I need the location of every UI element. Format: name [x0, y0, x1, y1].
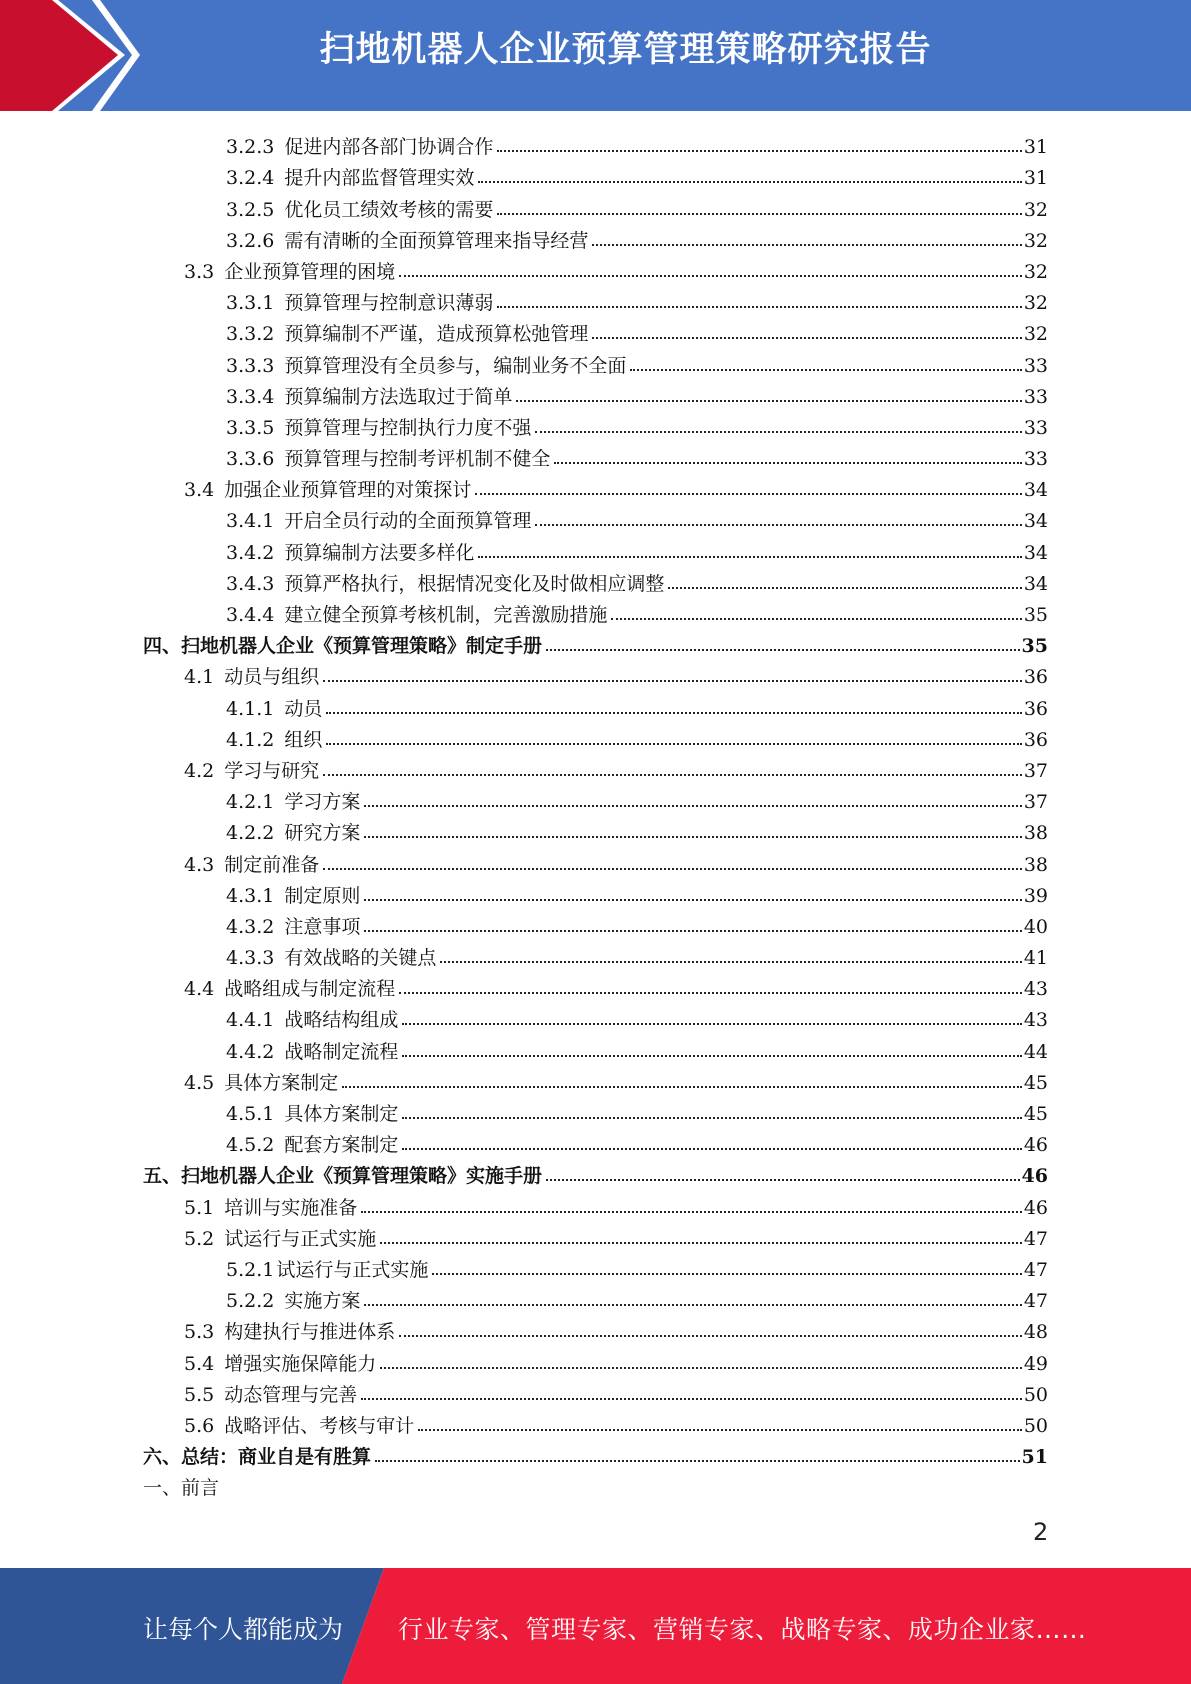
toc-entry-page: 51 [1021, 1446, 1048, 1469]
toc-entry-number: 3.2.5 [226, 198, 275, 221]
toc-entry-number: 3.3 [184, 260, 215, 283]
toc-entry[interactable] [0, 1188, 1048, 1219]
toc-entry[interactable] [0, 378, 1048, 409]
toc-entry-title: 预算管理与控制考评机制不健全 [284, 448, 551, 471]
toc-entry-title: 建立健全预算考核机制，完善激励措施 [284, 604, 608, 626]
toc-dot-leader [402, 1148, 1021, 1150]
toc-entry-page: 44 [1023, 1040, 1048, 1063]
toc-entry-title: 配套方案制定 [284, 1134, 399, 1157]
toc-entry[interactable] [0, 284, 1048, 315]
toc-entry-title: 企业预算管理的困境 [224, 260, 396, 283]
toc-entry-number: 五、 [143, 1165, 182, 1188]
toc-entry-title: 扫地机器人企业《预算管理策略》实施手册 [181, 1165, 543, 1188]
toc-dot-leader [323, 680, 1022, 682]
toc-entry[interactable] [0, 783, 1048, 814]
toc-entry-title: 预算编制方法要多样化 [284, 541, 475, 564]
toc-entry-page: 49 [1023, 1352, 1048, 1375]
toc-dot-leader [668, 587, 1021, 589]
toc-dot-leader [326, 743, 1021, 745]
toc-entry[interactable] [0, 596, 1048, 627]
toc-entry-number: 4.3.2 [226, 915, 275, 938]
toc-entry-page: 31 [1023, 136, 1048, 159]
toc-entry-page: 39 [1023, 884, 1048, 907]
toc-entry-number: 4.1 [184, 666, 215, 689]
toc-entry[interactable] [0, 565, 1048, 596]
toc-entry-page: 33 [1023, 385, 1048, 408]
toc-entry[interactable] [0, 128, 1048, 159]
toc-entry-number: 5.2 [184, 1227, 215, 1250]
toc-entry[interactable] [0, 1313, 1048, 1344]
toc-dot-leader [364, 899, 1021, 901]
toc-dot-leader [380, 1367, 1022, 1369]
toc-entry[interactable] [0, 1407, 1048, 1438]
toc-entry-page: 34 [1023, 541, 1048, 564]
toc-entry-number: 3.3.4 [226, 385, 275, 408]
toc-entry-page: 40 [1023, 915, 1048, 938]
toc-dot-leader [402, 1055, 1021, 1057]
toc-entry[interactable] [0, 159, 1048, 190]
toc-dot-leader [361, 1211, 1022, 1213]
toc-entry[interactable] [0, 1251, 1048, 1282]
toc-dot-leader [342, 1086, 1022, 1088]
toc-entry-title: 扫地机器人企业《预算管理策略》制定手册 [181, 635, 543, 658]
toc-entry[interactable] [0, 877, 1048, 908]
toc-entry-page: 37 [1023, 791, 1048, 814]
toc-dot-leader [402, 1117, 1021, 1119]
toc-entry[interactable] [0, 1220, 1048, 1251]
toc-entry[interactable] [0, 627, 1048, 658]
toc-entry-page: 32 [1023, 292, 1048, 315]
toc-entry[interactable] [0, 908, 1048, 939]
toc-entry-number: 4.5.2 [226, 1134, 275, 1157]
toc-entry-title: 促进内部各部门协调合作 [284, 136, 494, 159]
toc-entry-title: 培训与实施准备 [224, 1196, 358, 1219]
toc-dot-leader [516, 400, 1021, 402]
toc-entry-number: 4.3 [184, 853, 215, 876]
toc-entry-number: 六、 [143, 1446, 182, 1469]
toc-entry-number: 3.4.4 [226, 604, 275, 626]
toc-entry-page: 35 [1021, 635, 1048, 658]
toc-entry-page: 46 [1021, 1165, 1048, 1188]
toc-entry[interactable] [0, 721, 1048, 752]
toc-entry[interactable] [0, 533, 1048, 564]
toc-entry[interactable] [0, 502, 1048, 533]
toc-entry-number: 3.2.3 [226, 136, 275, 159]
toc-entry-title: 动员与组织 [224, 666, 320, 689]
toc-entry-page: 36 [1023, 666, 1048, 689]
toc-entry-page: 41 [1023, 947, 1048, 970]
toc-dot-leader [497, 213, 1021, 215]
toc-entry[interactable] [0, 1032, 1048, 1063]
toc-entry-title: 具体方案制定 [284, 1103, 399, 1125]
toc-entry-page: 43 [1023, 978, 1048, 1001]
toc-entry[interactable] [0, 1095, 1048, 1126]
toc-entry[interactable] [0, 346, 1048, 377]
toc-entry-title: 提升内部监督管理实效 [284, 167, 475, 190]
footer-slogan-left: 让每个人都能成为 [143, 1615, 344, 1644]
toc-dot-leader [323, 868, 1022, 870]
toc-entry-title: 增强实施保障能力 [224, 1352, 377, 1375]
toc-entry-number: 3.2.6 [226, 229, 275, 252]
toc-dot-leader [478, 556, 1021, 558]
toc-entry[interactable] [0, 222, 1048, 253]
toc-entry-number: 4.4 [184, 978, 215, 1001]
toc-entry-number: 3.4.2 [226, 541, 275, 564]
toc-entry-page: 45 [1023, 1071, 1048, 1094]
toc-entry-page: 45 [1023, 1103, 1048, 1125]
toc-entry[interactable] [0, 440, 1048, 471]
toc-entry-title: 试运行与正式实施 [224, 1227, 377, 1250]
toc-entry-title: 研究方案 [284, 822, 361, 845]
toc-dot-leader [592, 337, 1021, 339]
toc-entry-page: 31 [1023, 167, 1048, 190]
toc-entry-title: 预算严格执行，根据情况变化及时做相应调整 [284, 572, 665, 595]
toc-entry-page: 43 [1023, 1009, 1048, 1032]
toc-entry-title: 实施方案 [284, 1290, 361, 1313]
toc-dot-leader [418, 1429, 1022, 1431]
toc-entry[interactable] [0, 1126, 1048, 1157]
toc-entry-title: 战略结构组成 [284, 1009, 399, 1032]
toc-entry[interactable] [0, 1064, 1048, 1095]
toc-dot-leader [432, 1273, 1021, 1275]
toc-entry-title: 预算管理与控制执行力度不强 [284, 416, 532, 439]
toc-entry[interactable] [0, 1001, 1048, 1032]
toc-entry-page: 46 [1023, 1134, 1048, 1157]
toc-entry[interactable] [0, 471, 1048, 502]
toc-entry-title: 注意事项 [284, 915, 361, 938]
toc-dot-leader [497, 306, 1021, 308]
toc-entry-title: 制定前准备 [224, 853, 320, 876]
toc-entry-page: 47 [1023, 1258, 1048, 1281]
toc-entry-title: 学习与研究 [224, 759, 320, 782]
toc-entry-title: 构建执行与推进体系 [224, 1321, 396, 1344]
toc-dot-leader [546, 1179, 1020, 1181]
toc-entry-title: 战略制定流程 [284, 1040, 399, 1063]
toc-entry-page: 32 [1023, 323, 1048, 346]
toc-dot-leader [478, 181, 1021, 183]
toc-entry-page: 34 [1023, 572, 1048, 595]
toc-entry[interactable] [0, 315, 1048, 346]
toc-entry-number: 4.2.1 [226, 791, 275, 814]
toc-entry-title: 加强企业预算管理的对策探讨 [224, 479, 472, 502]
toc-entry-number: 四、 [143, 635, 182, 658]
toc-entry-number: 5.4 [184, 1352, 215, 1375]
toc-entry-number: 5.3 [184, 1321, 215, 1344]
toc-entry-number: 4.4.1 [226, 1009, 275, 1032]
toc-entry[interactable] [0, 689, 1048, 720]
toc-dot-leader [475, 493, 1022, 495]
toc-entry-page: 32 [1023, 260, 1048, 283]
toc-entry-page: 37 [1023, 759, 1048, 782]
toc-entry-page: 35 [1023, 604, 1048, 626]
toc-entry-title: 动员 [284, 697, 323, 720]
toc-entry[interactable] [0, 752, 1048, 783]
toc-entry-title: 优化员工绩效考核的需要 [284, 198, 494, 221]
toc-dot-leader [535, 524, 1021, 526]
toc-entry-number: 4.2.2 [226, 822, 275, 845]
toc-dot-leader [364, 836, 1021, 838]
toc-dot-leader [630, 369, 1021, 371]
toc-entry-number: 5.2.1 [226, 1258, 275, 1281]
toc-entry-page: 36 [1023, 728, 1048, 751]
toc-entry-page: 38 [1023, 853, 1048, 876]
toc-dot-leader [535, 431, 1021, 433]
toc-entry-number: 4.4.2 [226, 1040, 275, 1063]
toc-dot-leader [611, 618, 1021, 620]
toc-entry-number: 3.4.1 [226, 510, 275, 533]
footer-band [0, 1568, 1191, 1684]
toc-entry-number: 3.4 [184, 479, 215, 502]
toc-entry-page: 33 [1023, 448, 1048, 471]
toc-entry-number: 4.5 [184, 1071, 215, 1094]
toc-entry-number: 4.3.1 [226, 884, 275, 907]
toc-entry-page: 48 [1023, 1321, 1048, 1344]
toc-entry[interactable] [0, 409, 1048, 440]
toc-dot-leader [402, 1023, 1021, 1025]
toc-entry[interactable] [0, 1376, 1048, 1407]
toc-entry[interactable] [0, 1438, 1048, 1469]
toc-entry-number: 3.3.2 [226, 323, 275, 346]
toc-entry-page: 33 [1023, 416, 1048, 439]
toc-entry-page: 32 [1023, 198, 1048, 221]
toc-entry-number: 5.6 [184, 1414, 215, 1437]
toc-entry-number: 3.3.5 [226, 416, 275, 439]
toc-entry-title: 有效战略的关键点 [284, 947, 437, 970]
toc-entry[interactable] [0, 1282, 1048, 1313]
toc-dot-leader [361, 1398, 1022, 1400]
toc-entry-title: 具体方案制定 [224, 1071, 339, 1094]
toc-entry-number: 4.1.1 [226, 697, 275, 720]
toc-dot-leader [323, 774, 1022, 776]
toc-entry[interactable] [0, 970, 1048, 1001]
toc-entry-page: 50 [1023, 1414, 1048, 1437]
toc-entry-title: 动态管理与完善 [224, 1383, 358, 1406]
toc-entry-title: 组织 [284, 728, 323, 751]
toc-dot-leader [364, 930, 1021, 932]
toc-entry-title: 需有清晰的全面预算管理来指导经营 [284, 229, 589, 252]
toc-entry-number: 5.5 [184, 1383, 215, 1406]
footer-slogan-right: 行业专家、管理专家、营销专家、战略专家、成功企业家…… [398, 1615, 1087, 1644]
toc-entry-title: 预算编制方法选取过于简单 [284, 385, 513, 408]
toc-entry[interactable] [0, 658, 1048, 689]
toc-dot-leader [326, 712, 1021, 714]
toc-entry-title: 预算管理与控制意识薄弱 [284, 292, 494, 315]
toc-entry-number: 3.4.3 [226, 572, 275, 595]
toc-entry-number: 5.2.2 [226, 1290, 275, 1313]
toc-entry-page: 36 [1023, 697, 1048, 720]
toc-dot-leader [592, 244, 1021, 246]
toc-entry-number: 4.3.3 [226, 947, 275, 970]
toc-entry[interactable] [0, 939, 1048, 970]
toc-entry[interactable] [0, 190, 1048, 221]
toc-dot-leader [375, 1460, 1020, 1462]
toc-entry-title: 学习方案 [284, 791, 361, 814]
header-band [0, 0, 1191, 111]
toc-trailing-heading: 一、前言 [143, 1477, 220, 1500]
toc-entry-page: 32 [1023, 229, 1048, 252]
toc-dot-leader [380, 1242, 1022, 1244]
toc-entry-number: 3.3.3 [226, 354, 275, 377]
toc-entry-page: 46 [1023, 1196, 1048, 1219]
toc-dot-leader [554, 462, 1021, 464]
toc-entry-title: 预算管理没有全员参与，编制业务不全面 [284, 354, 627, 377]
toc-entry-page: 34 [1023, 479, 1048, 502]
toc-dot-leader [399, 1335, 1022, 1337]
toc-entry-number: 3.2.4 [226, 167, 275, 190]
toc-entry-title: 试运行与正式实施 [276, 1258, 429, 1281]
toc-entry-number: 4.1.2 [226, 728, 275, 751]
toc-entry[interactable] [0, 845, 1048, 876]
toc-entry[interactable] [0, 1157, 1048, 1188]
toc-entry-page: 33 [1023, 354, 1048, 377]
toc-dot-leader [497, 150, 1021, 152]
toc-entry-page: 34 [1023, 510, 1048, 533]
toc-entry-title: 总结：商业自是有胜算 [181, 1446, 372, 1469]
toc-entry-page: 50 [1023, 1383, 1048, 1406]
toc-dot-leader [440, 961, 1021, 963]
toc-entry-title: 战略组成与制定流程 [224, 978, 396, 1001]
toc-dot-leader [364, 805, 1021, 807]
toc-entry-page: 38 [1023, 822, 1048, 845]
toc-entry-title: 战略评估、考核与审计 [224, 1414, 415, 1437]
table-of-contents [0, 128, 1191, 1500]
toc-dot-leader [399, 992, 1022, 994]
toc-entry-number: 4.5.1 [226, 1103, 275, 1125]
toc-dot-leader [364, 1304, 1021, 1306]
toc-entry[interactable] [0, 253, 1048, 284]
toc-entry[interactable] [0, 814, 1048, 845]
document-title: 扫地机器人企业预算管理策略研究报告 [319, 30, 932, 70]
toc-entry-page: 47 [1023, 1290, 1048, 1313]
toc-entry-title: 预算编制不严谨，造成预算松弛管理 [284, 323, 589, 346]
toc-entry-number: 4.2 [184, 759, 215, 782]
toc-entry-number: 5.1 [184, 1196, 215, 1219]
toc-entry-page: 47 [1023, 1227, 1048, 1250]
toc-entry-title: 开启全员行动的全面预算管理 [284, 510, 532, 533]
toc-dot-leader [399, 275, 1022, 277]
page-number: 2 [1033, 1518, 1049, 1546]
toc-entry[interactable] [0, 1344, 1048, 1375]
toc-entry-number: 3.3.6 [226, 448, 275, 471]
toc-entry-title: 制定原则 [284, 884, 361, 907]
toc-dot-leader [546, 649, 1020, 651]
toc-entry-number: 3.3.1 [226, 292, 275, 315]
